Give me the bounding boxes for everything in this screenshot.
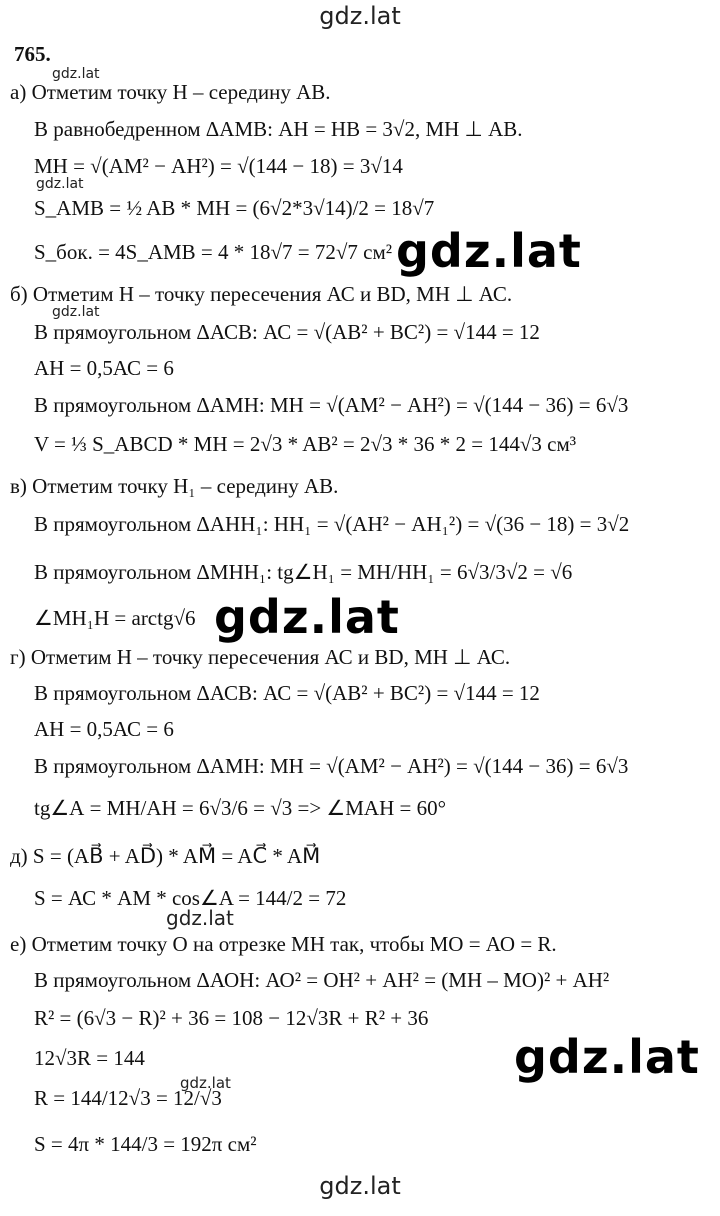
solution-line: В равнобедренном ΔАМВ: АН = НВ = 3√2, МН ⊥ АВ. [34, 117, 523, 141]
solution-line: R² = (6√3 − R)² + 36 = 108 − 12√3R + R² + 36 [34, 1006, 429, 1030]
watermark-large-1: gdz.lat [396, 224, 582, 278]
solution-line: АН = 0,5АС = 6 [34, 356, 174, 380]
watermark-large-2: gdz.lat [214, 590, 400, 644]
solution-line: г) Отметим Н – точку пересечения АС и ВD, МН ⊥ АС. [10, 645, 511, 669]
solution-line: S_AMB = ½ AB * MH = (6√2*3√14)/2 = 18√7 [34, 196, 435, 220]
solution-line: S_бок. = 4S_AMB = 4 * 18√7 = 72√7 см² [34, 240, 393, 264]
watermark-small-4: gdz.lat [166, 906, 234, 930]
solution-line: S = АС * АМ * cos∠A = 144/2 = 72 [34, 886, 347, 910]
solution-line: S = 4π * 144/3 = 192π см² [34, 1132, 257, 1156]
solution-line: В прямоугольном ΔАСВ: АС = √(АВ² + ВС²) = √144 = 12 [34, 320, 540, 344]
solution-line: ∠МН₁Н = arctg√6 [34, 606, 196, 630]
solution-line: В прямоугольном ΔАНН₁: НН₁ = √(АН² − АН₁²) = √(36 − 18) = 3√2 [34, 512, 630, 536]
solution-line: V = ⅓ S_ABCD * MH = 2√3 * AB² = 2√3 * 36 * 2 = 144√3 см³ [34, 432, 577, 456]
problem-number: 765. [14, 42, 51, 66]
solution-line: а) Отметим точку Н – середину АВ. [10, 80, 331, 104]
solution-line: В прямоугольном ΔАОН: АО² = ОН² + АН² = (МН – МО)² + АН² [34, 968, 610, 992]
watermark-small-5: gdz.lat [180, 1074, 231, 1092]
solution-line: МН = √(АМ² − АН²) = √(144 − 18) = 3√14 [34, 154, 403, 178]
solution-line: В прямоугольном ΔАСВ: АС = √(АВ² + ВС²) = √144 = 12 [34, 681, 540, 705]
solution-line: д) S = (AB⃗ + AD⃗) * AM⃗ = AC⃗ * AM⃗ [10, 844, 321, 868]
solution-line: б) Отметим Н – точку пересечения АС и ВD, МН ⊥ АС. [10, 282, 513, 306]
solution-line: в) Отметим точку Н₁ – середину АВ. [10, 474, 339, 498]
solution-line: В прямоугольном ΔАМН: МН = √(АМ² − АН²) = √(144 − 36) = 6√3 [34, 754, 629, 778]
watermark-top: gdz.lat [319, 2, 401, 30]
solution-line: 12√3R = 144 [34, 1046, 145, 1070]
solution-line: R = 144/12√3 = 12/√3 [34, 1086, 222, 1110]
watermark-small-1: gdz.lat [52, 66, 100, 82]
solution-line: В прямоугольном ΔМНН₁: tg∠Н₁ = МН/НН₁ = 6√3/3√2 = √6 [34, 560, 573, 584]
solution-line: В прямоугольном ΔАМН: МН = √(АМ² − АН²) = √(144 − 36) = 6√3 [34, 393, 629, 417]
watermark-bottom: gdz.lat [319, 1172, 401, 1200]
solution-line: АН = 0,5АС = 6 [34, 717, 174, 741]
watermark-small-2: gdz.lat [36, 176, 84, 192]
watermark-small-3: gdz.lat [52, 304, 100, 320]
solution-line: tg∠А = МН/АН = 6√3/6 = √3 => ∠МАН = 60° [34, 796, 447, 820]
watermark-large-3: gdz.lat [514, 1030, 700, 1084]
solution-line: е) Отметим точку О на отрезке МН так, чтобы МО = АО = R. [10, 932, 557, 956]
